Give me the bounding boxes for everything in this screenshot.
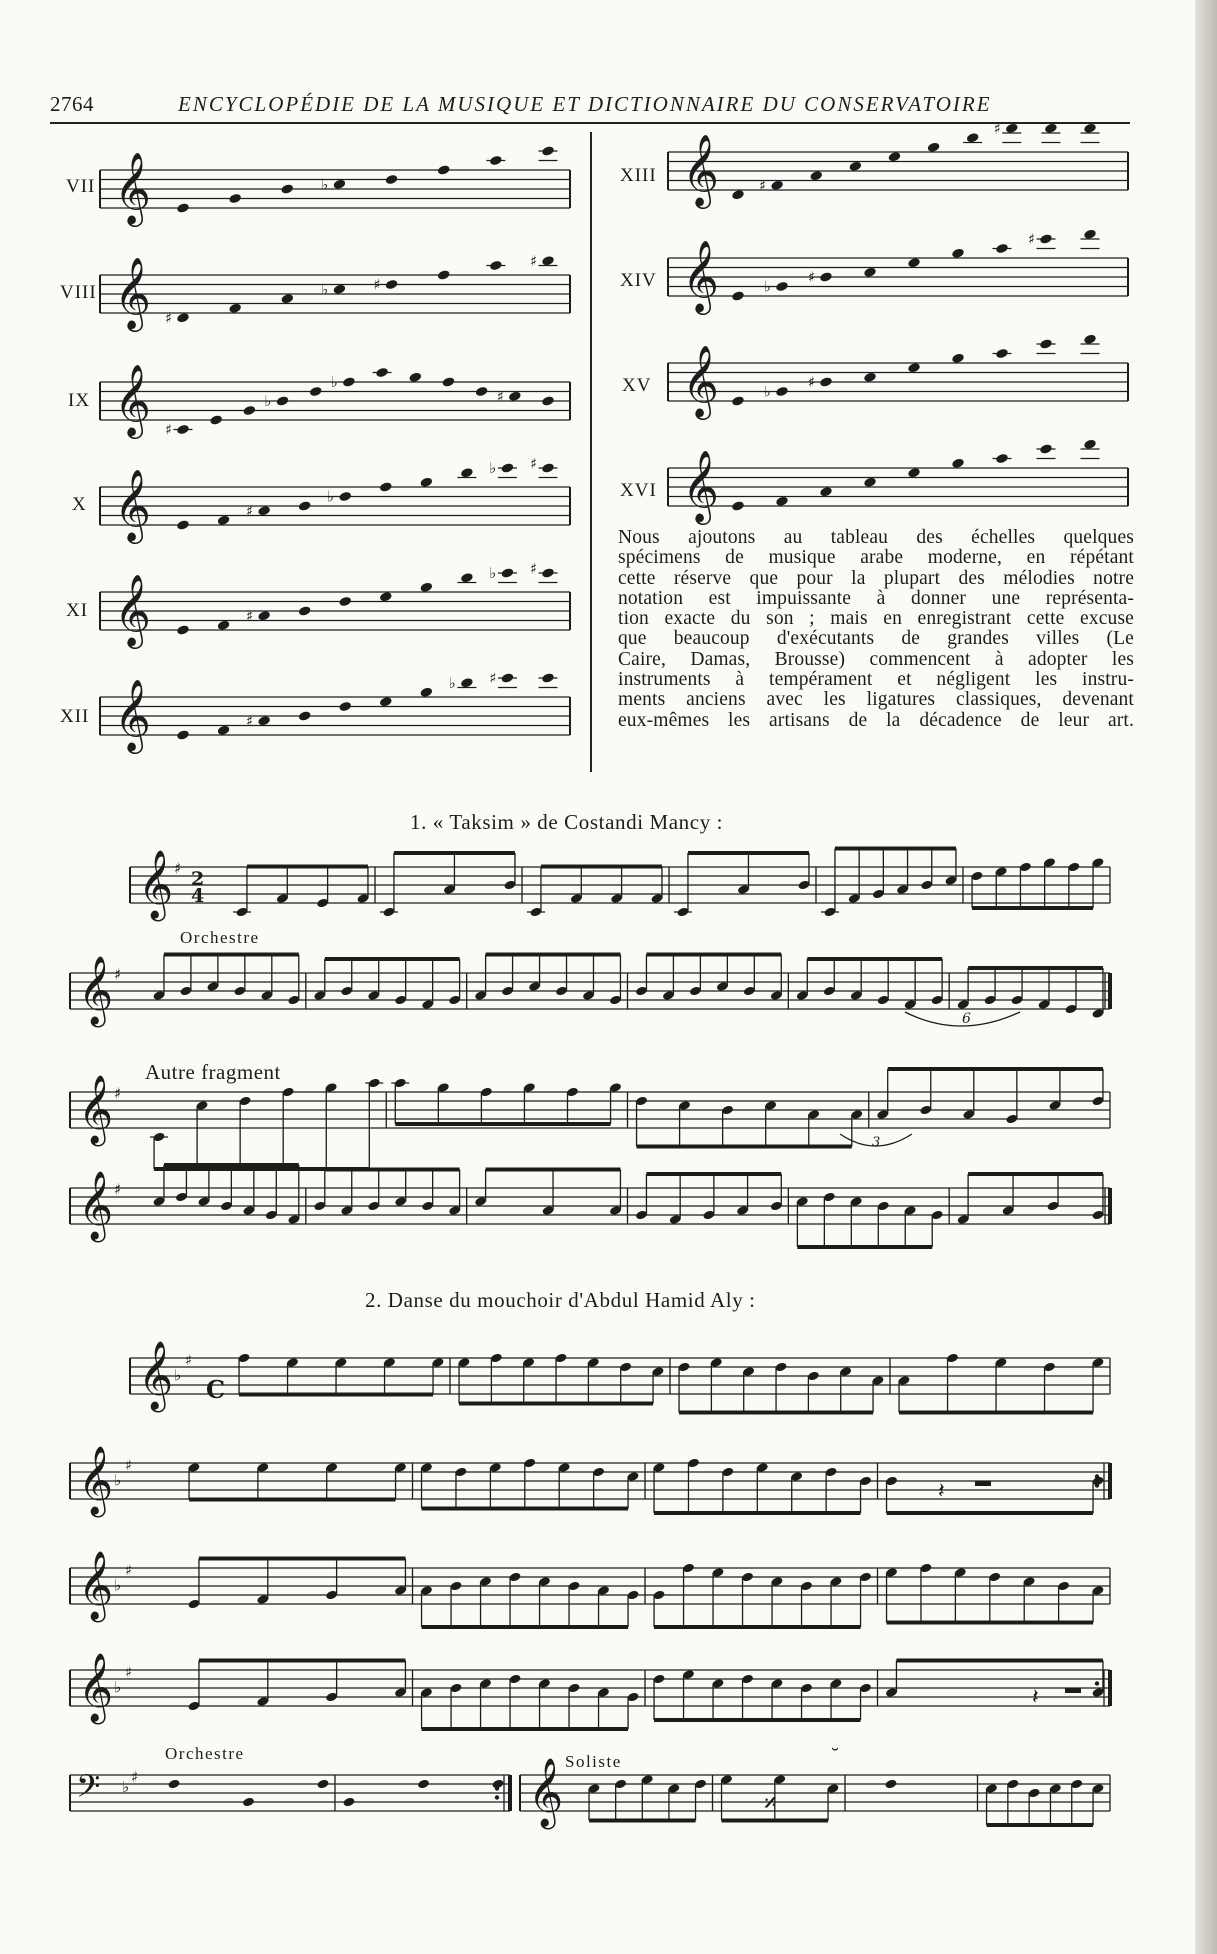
time-signature-common: C <box>206 1375 226 1404</box>
half-rest-icon <box>1065 1688 1081 1693</box>
scale-note <box>385 279 399 291</box>
melody-note <box>417 1779 430 1790</box>
key-signature-sharp-icon: ♯ <box>114 1180 122 1199</box>
scale-note <box>951 457 965 469</box>
running-title: ENCYCLOPÉDIE DE LA MUSIQUE ET DICTIONNAIRE DU CONSERVATOIRE <box>178 92 992 116</box>
treble-clef-icon: 𝄞 <box>78 1074 114 1144</box>
scale-note <box>298 500 312 512</box>
treble-clef-icon: 𝄞 <box>78 1445 114 1515</box>
treble-clef-icon: 𝄞 <box>682 343 720 417</box>
scale-note <box>379 591 393 603</box>
sharp-icon: ♯ <box>1027 231 1036 249</box>
sharp-icon: ♯ <box>246 712 254 730</box>
scale-note <box>907 362 921 374</box>
scale-note <box>442 376 456 388</box>
scale-note <box>385 174 399 186</box>
melody-note <box>342 1797 355 1808</box>
key-signature-flat-icon: ♭ <box>174 1366 182 1385</box>
scale-note <box>419 686 433 698</box>
section2-title: 2. Danse du mouchoir d'Abdul Hamid Aly : <box>365 1288 756 1312</box>
scale-note <box>460 467 474 479</box>
key-signature-flat-icon: ♭ <box>114 1576 122 1595</box>
tuplet-number: 3 <box>872 1135 881 1150</box>
treble-clef-icon: 𝄞 <box>114 150 152 224</box>
key-signature-sharp-icon: ♯ <box>174 859 182 878</box>
scale-note <box>338 596 352 608</box>
scale-note <box>379 696 393 708</box>
flat-icon: ♭ <box>489 460 497 478</box>
key-signature-sharp-icon: ♯ <box>114 1084 122 1103</box>
scale-note <box>176 519 190 531</box>
paragraph-line: ments anciens avec les ligatures classiques, devenant <box>618 689 1134 711</box>
orchestra-label-2: Orchestre <box>165 1744 245 1763</box>
flat-icon: ♭ <box>763 383 771 401</box>
scale-note <box>217 619 231 631</box>
sharp-icon: ♯ <box>246 607 254 625</box>
scale-note <box>907 467 921 479</box>
scale-note <box>731 500 745 512</box>
scale-label-viii: VIII <box>60 282 97 303</box>
scale-note <box>951 247 965 259</box>
quarter-rest-icon: 𝄽 <box>1032 1685 1039 1710</box>
sharp-icon: ♯ <box>529 252 538 270</box>
treble-clef-icon: 𝄞 <box>114 572 152 646</box>
scale-note <box>437 164 451 176</box>
treble-clef-icon: 𝄞 <box>138 1340 174 1410</box>
scale-note <box>176 312 190 324</box>
scale-note <box>176 202 190 214</box>
scale-note <box>907 257 921 269</box>
paragraph-line: spécimens de musique arabe moderne, en répétant <box>618 547 1134 569</box>
flat-icon: ♭ <box>321 281 329 299</box>
measure-repeat-icon: 𝄎 <box>764 1789 777 1819</box>
scale-note <box>217 514 231 526</box>
scale-note <box>1083 228 1097 240</box>
scale-note <box>333 283 347 295</box>
scale-note <box>276 395 290 407</box>
treble-clef-icon: 𝄞 <box>78 1652 114 1722</box>
scale-note <box>1005 122 1019 134</box>
scale-note <box>280 293 294 305</box>
flat-icon: ♭ <box>763 278 771 296</box>
scale-note <box>242 405 256 417</box>
scale-note <box>863 266 877 278</box>
key-signature-sharp-icon: ♯ <box>131 1768 139 1786</box>
flat-icon: ♭ <box>448 674 456 692</box>
scale-note <box>298 605 312 617</box>
scale-note <box>888 151 902 163</box>
key-signature-sharp-icon: ♯ <box>125 1458 132 1475</box>
flat-icon: ♭ <box>264 393 272 411</box>
scale-note <box>257 505 271 517</box>
scale-note <box>419 581 433 593</box>
scale-note <box>819 376 833 388</box>
repeat-dot <box>1095 1681 1099 1685</box>
scale-note <box>1083 438 1097 450</box>
scale-note <box>731 189 745 201</box>
key-signature-sharp-icon: ♯ <box>125 1563 132 1580</box>
repeat-dot <box>495 1786 499 1790</box>
sharp-icon: ♯ <box>807 374 816 392</box>
sharp-icon: ♯ <box>496 388 504 406</box>
sharp-icon: ♯ <box>373 276 381 294</box>
soloist-label: Soliste <box>565 1752 622 1771</box>
sharp-icon: ♯ <box>807 269 816 287</box>
scale-note <box>298 710 312 722</box>
scale-note <box>460 572 474 584</box>
scale-note <box>342 376 356 388</box>
scale-label-ix: IX <box>68 390 91 411</box>
scale-note <box>338 491 352 503</box>
scale-note <box>863 476 877 488</box>
sharp-icon: ♯ <box>164 309 173 327</box>
scale-note <box>541 255 555 267</box>
page-number: 2764 <box>50 92 94 116</box>
treble-clef-icon: 𝄞 <box>114 677 152 751</box>
scale-note <box>176 729 190 741</box>
repeat-dot <box>495 1795 499 1799</box>
quarter-rest-icon: 𝄽 <box>938 1479 945 1504</box>
melody-note <box>242 1797 255 1808</box>
scale-note <box>819 486 833 498</box>
treble-clef-icon: 𝄞 <box>114 467 152 541</box>
time-signature-top: 2 <box>191 868 205 890</box>
scale-label-vii: VII <box>66 176 96 197</box>
key-signature-flat-icon: ♭ <box>114 1678 122 1697</box>
fragment-label: Autre fragment <box>145 1060 281 1084</box>
scale-note <box>863 371 877 383</box>
flat-icon: ♭ <box>327 488 335 506</box>
paragraph-line: Caire, Damas, Brousse) commencent à adopter les <box>618 648 1134 670</box>
half-rest-icon <box>975 1481 991 1486</box>
scale-note <box>1044 122 1058 134</box>
section1-title: 1. « Taksim » de Costandi Mancy : <box>410 810 724 834</box>
scale-note <box>541 395 555 407</box>
scale-note <box>280 183 294 195</box>
scale-label-xi: XI <box>66 600 89 621</box>
scale-note <box>228 193 242 205</box>
scale-note <box>848 160 862 172</box>
scale-label-xiv: XIV <box>620 270 657 291</box>
scale-note <box>408 371 422 383</box>
paragraph-line: que beaucoup d'exécutants de grandes villes (Le <box>618 628 1134 650</box>
scale-note <box>731 395 745 407</box>
scale-note <box>379 481 393 493</box>
time-signature-bottom: 4 <box>191 885 205 907</box>
treble-clef-icon: 𝄞 <box>682 448 720 522</box>
scale-note <box>951 352 965 364</box>
orchestra-label: Orchestre <box>180 928 260 947</box>
scale-note <box>819 271 833 283</box>
melody-note <box>316 1779 329 1790</box>
scale-note <box>475 386 489 398</box>
scale-label-xvi: XVI <box>620 480 657 501</box>
scale-note <box>775 386 789 398</box>
repeat-dot <box>1095 1483 1099 1487</box>
scale-note <box>228 302 242 314</box>
sharp-icon: ♯ <box>489 670 497 688</box>
tuplet-number: 6 <box>962 1011 971 1027</box>
treble-clef-icon: 𝄞 <box>78 955 114 1025</box>
treble-clef-icon: 𝄞 <box>138 849 174 919</box>
scale-label-xii: XII <box>60 706 90 727</box>
scale-note <box>460 677 474 689</box>
scale-note <box>966 132 980 144</box>
treble-clef-icon: 𝄞 <box>78 1170 114 1240</box>
scale-note <box>508 390 522 402</box>
sharp-icon: ♯ <box>246 502 254 520</box>
scale-label-xv: XV <box>622 375 652 396</box>
flat-icon: ♭ <box>321 176 329 194</box>
scale-note <box>775 495 789 507</box>
sharp-icon: ♯ <box>164 421 173 439</box>
melody-note <box>167 1779 180 1790</box>
paragraph-line: cette réserve que pour la plupart des mélodies notre <box>618 567 1134 589</box>
paragraph-line: Nous ajoutons au tableau des échelles quelques <box>618 527 1134 548</box>
flat-icon: ♭ <box>330 374 338 392</box>
scale-note <box>731 290 745 302</box>
sharp-icon: ♯ <box>529 455 538 473</box>
scale-note <box>809 170 823 182</box>
key-signature-flat-icon: ♭ <box>122 1778 130 1796</box>
scale-label-x: X <box>72 494 87 515</box>
treble-clef-icon: 𝄞 <box>114 362 152 436</box>
scale-note <box>927 141 941 153</box>
key-signature-flat-icon: ♭ <box>114 1471 122 1490</box>
paragraph-line: instruments à tempérament et négligent les instru- <box>618 669 1134 691</box>
treble-clef-icon: 𝄞 <box>114 255 152 329</box>
scale-note <box>217 724 231 736</box>
key-signature-sharp-icon: ♯ <box>125 1665 132 1682</box>
scale-note <box>333 178 347 190</box>
paragraph-line: eux-mêmes les artisans de la décadence de leur art. <box>618 709 1134 731</box>
scale-note <box>437 269 451 281</box>
bass-clef-icon: 𝄢 <box>76 1767 101 1812</box>
scale-label-xiii: XIII <box>620 165 657 186</box>
scale-note <box>209 414 223 426</box>
treble-clef-icon: 𝄞 <box>682 132 720 206</box>
scale-note <box>1083 122 1097 134</box>
scale-note <box>309 386 323 398</box>
repeat-dot <box>1095 1690 1099 1694</box>
paragraph-line: tion exacte du son ; mais en enregistrant cette excuse <box>618 608 1134 630</box>
sharp-icon: ♯ <box>759 177 767 195</box>
ornament-icon: ˘ <box>830 1744 840 1768</box>
paragraph-line: notation est impuissante à donner une représenta- <box>618 587 1134 609</box>
scale-note <box>257 610 271 622</box>
scale-note <box>257 715 271 727</box>
repeat-dot <box>1095 1474 1099 1478</box>
melody-note <box>884 1779 897 1790</box>
scale-note <box>419 476 433 488</box>
scale-note <box>770 179 784 191</box>
sharp-icon: ♯ <box>993 120 1001 138</box>
key-signature-sharp-icon: ♯ <box>185 1353 192 1370</box>
sharp-icon: ♯ <box>529 560 538 578</box>
treble-clef-icon: 𝄞 <box>528 1757 564 1827</box>
scale-note <box>338 701 352 713</box>
treble-clef-icon: 𝄞 <box>78 1550 114 1620</box>
key-signature-sharp-icon: ♯ <box>114 965 122 984</box>
flat-icon: ♭ <box>489 565 497 583</box>
scale-note <box>176 624 190 636</box>
treble-clef-icon: 𝄞 <box>682 238 720 312</box>
scale-note <box>1083 333 1097 345</box>
scale-note <box>775 281 789 293</box>
